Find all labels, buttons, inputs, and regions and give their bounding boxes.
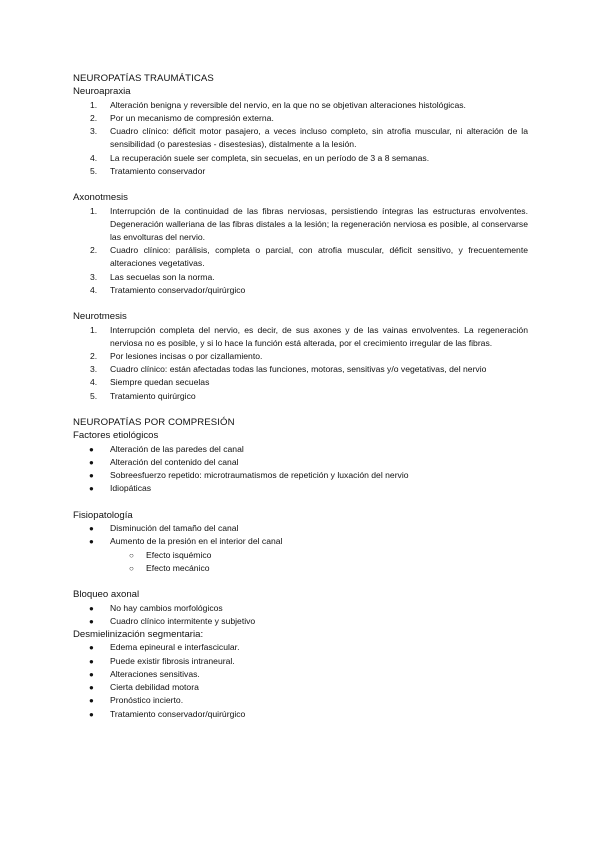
list-item: ● No hay cambios morfológicos: [89, 602, 223, 613]
list-item: ● Cierta debilidad motora: [89, 682, 199, 693]
list-item: 1. Interrupción completa del nervio, es decir, de sus axones y de las vainas envolventes. La regeneración nerviosa no es posible, y si lo hace la función está alterada, por el crecimiento irregular de las fibras.: [90, 324, 528, 348]
heading-desmielinizacion: Desmielinización segmentaria:: [73, 629, 204, 641]
list-neurotmesis: [73, 324, 528, 403]
list-item: 2. Cuadro clínico: parálisis, completa o parcial, con atrofia muscular, déficit sensitivo, y frecuentemente alteraciones vegetativas.: [90, 245, 528, 269]
list-item: 3. Cuadro clínico: déficit motor pasajero, a veces incluso completo, sin atrofia muscular, ni alteración de la sensibilidad (o parestesias - disestesias), distalmente a la lesión.: [90, 126, 528, 150]
list-item: ● Pronóstico incierto.: [89, 695, 184, 706]
list-neuroapraxia: [73, 99, 528, 178]
list-item: 5. Tratamiento quirúrgico: [90, 390, 196, 401]
list-item: ● Alteraciones sensitivas.: [89, 668, 200, 679]
list-item: 4. Siempre quedan secuelas: [90, 377, 210, 388]
list-item: ● Alteración del contenido del canal: [89, 457, 239, 468]
list-item: 5. Tratamiento conservador: [90, 165, 206, 176]
section-title-traumaticas: NEUROPATÍAS TRAUMÁTICAS: [73, 73, 214, 84]
list-item: 1. Alteración benigna y reversible del nervio, en la que no se objetivan alteraciones histológicas.: [90, 99, 466, 110]
heading-factores: Factores etiológicos: [73, 430, 159, 442]
heading-bloqueo: Bloqueo axonal: [73, 589, 140, 601]
list-item: 1. Interrupción de la continuidad de las fibras nerviosas, persistiendo íntegras las estructuras envolventes. Degeneración walleriana de las fibras distales a la lesión; la regeneración nerviosa es posible, al conservarse las envolturas del nervio.: [90, 205, 528, 243]
section-title-compresion: NEUROPATÍAS POR COMPRESIÓN: [73, 417, 235, 429]
list-item: 4. Tratamiento conservador/quirúrgico: [90, 284, 246, 295]
list-desmielinizacion: [73, 641, 528, 720]
list-item: ● Cuadro clínico intermitente y subjetivo: [89, 615, 256, 626]
list-item: ● Puede existir fibrosis intraneural.: [89, 655, 235, 666]
sub-list-item: ○ Efecto isquémico: [129, 549, 212, 560]
list-item: ● Alteración de las paredes del canal: [89, 443, 244, 454]
list-item: ● Tratamiento conservador/quirúrgico: [89, 708, 246, 719]
heading-axonotmesis: Axonotmesis: [73, 192, 128, 204]
list-item: ● Disminución del tamaño del canal: [89, 523, 239, 534]
document-body: [73, 72, 528, 721]
list-fisiopatologia: [73, 522, 528, 575]
list-item: 3. Las secuelas son la norma.: [90, 271, 215, 282]
list-item: ● Sobreesfuerzo repetido: microtraumatismos de repetición y luxación del nervio: [89, 470, 409, 481]
list-item: ● Idiopáticas: [89, 483, 152, 494]
heading-fisiopatologia: Fisiopatología: [73, 509, 133, 521]
list-item: ● Aumento de la presión en el interior del canal: [89, 536, 283, 547]
list-factores: [73, 443, 528, 496]
list-bloqueo: [73, 602, 528, 628]
list-item: 3. Cuadro clínico: están afectadas todas las funciones, motoras, sensitivas y/o vegetativas, del nervio: [90, 364, 487, 375]
heading-neuroapraxia: Neuroapraxia: [73, 86, 131, 98]
list-item: 2. Por lesiones incisas o por cizallamiento.: [90, 351, 263, 362]
list-axonotmesis: [73, 205, 528, 297]
heading-neurotmesis: Neurotmesis: [73, 311, 127, 323]
list-item: ● Edema epineural e interfascicular.: [89, 642, 240, 653]
sub-list-item: ○ Efecto mecánico: [129, 562, 210, 573]
list-item: 4. La recuperación suele ser completa, sin secuelas, en un período de 3 a 8 semanas.: [90, 152, 430, 163]
list-item: 2. Por un mecanismo de compresión externa.: [90, 113, 274, 124]
